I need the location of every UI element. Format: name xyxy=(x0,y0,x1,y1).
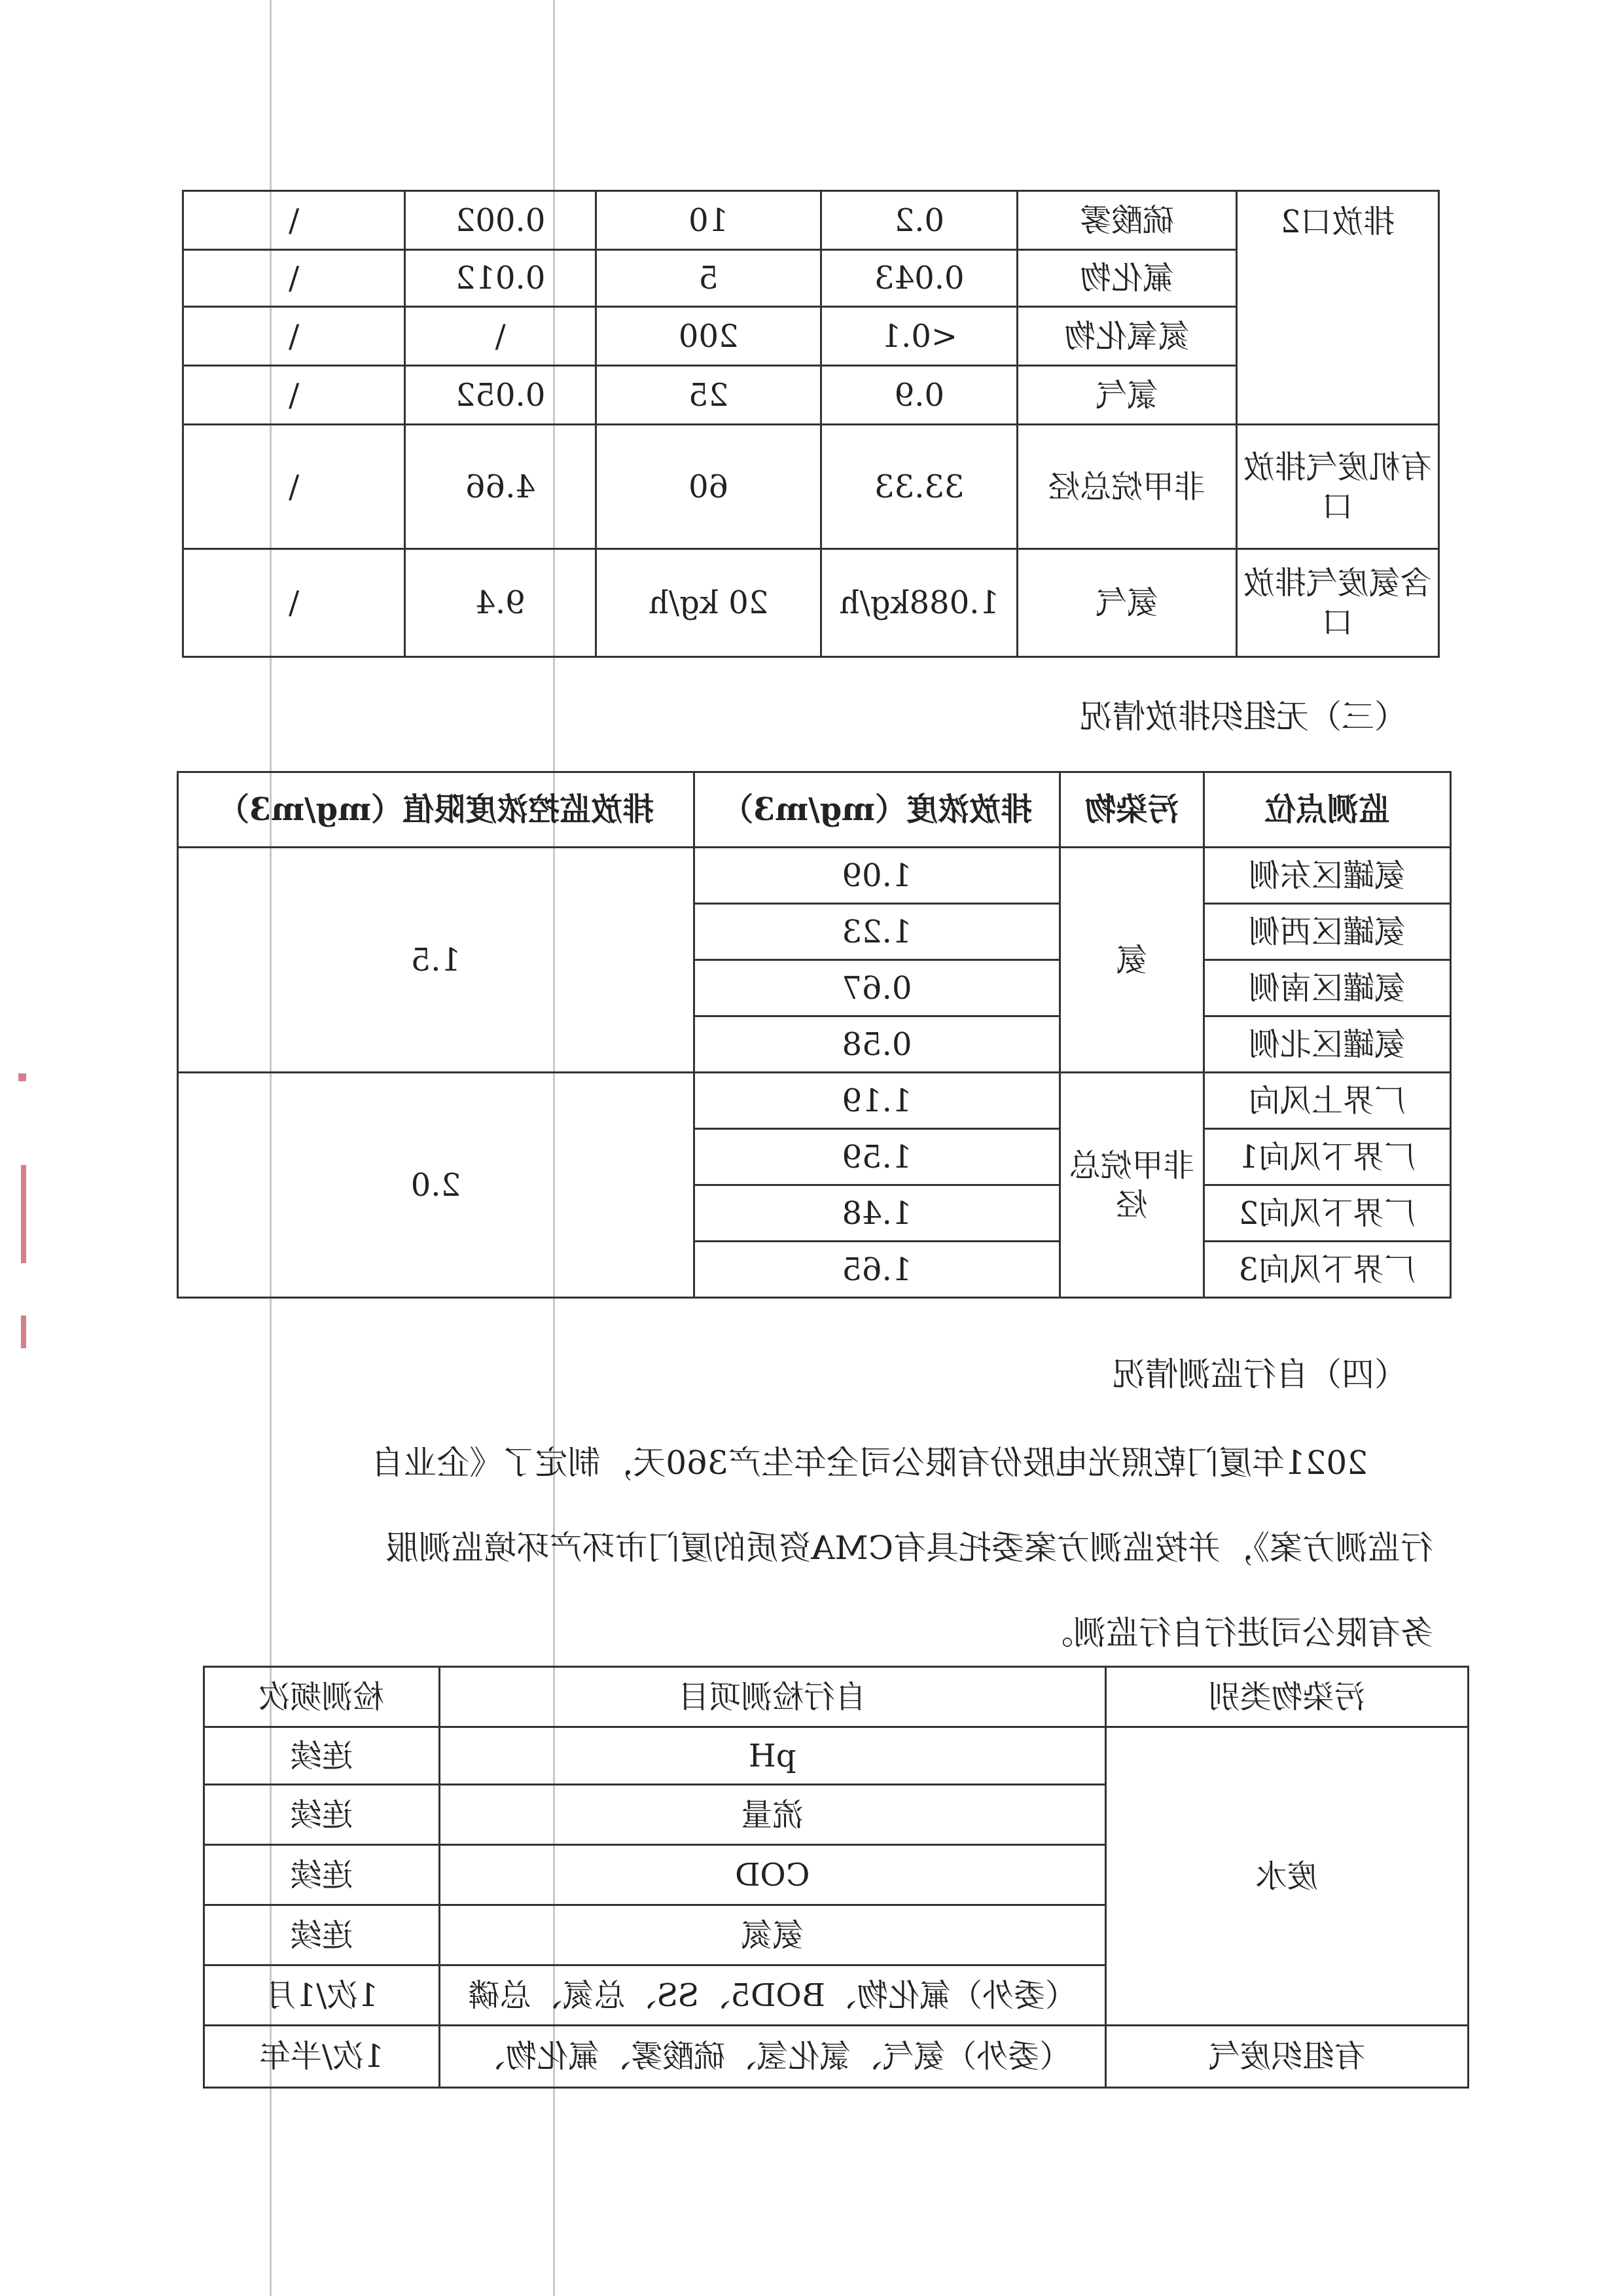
concentration-cell: 1.59 xyxy=(694,1129,1060,1185)
binding-stamp-mark xyxy=(18,1073,26,1081)
column-header: 排放监控浓度限值（mg/m3） xyxy=(178,772,694,848)
self-monitoring-table xyxy=(203,1666,1469,2089)
concentration-cell: 1.19 xyxy=(694,1073,1060,1129)
paragraph-line: 务有限公司进行自行监测。 xyxy=(1041,1614,1433,1652)
frequency-cell: 1次/1月 xyxy=(204,1965,440,2026)
monitoring-item-cell: （委外）氟化物、BOD5、SS、总氮、总磷 xyxy=(439,1965,1105,2026)
monitoring-item-cell: COD xyxy=(439,1845,1105,1905)
rate-limit-cell: \ xyxy=(183,191,405,250)
monitoring-point-cell: 氨罐区南侧 xyxy=(1204,960,1450,1016)
organized-emission-table xyxy=(182,190,1440,658)
limit-value-cell: 20 kg/h xyxy=(596,549,821,657)
rate-limit-cell: \ xyxy=(183,425,405,549)
limit-value-cell: 5 xyxy=(596,250,821,307)
rate-value-cell: 0.012 xyxy=(405,250,596,307)
frequency-cell: 1次/半年 xyxy=(204,2026,440,2088)
rate-value-cell: \ xyxy=(405,307,596,366)
pollutant-cell: 非甲烷总烃 xyxy=(1060,1073,1204,1298)
column-header: 污染物 xyxy=(1060,772,1204,848)
emission-point-cell: 有机废气排放口 xyxy=(1236,425,1438,549)
section-heading-self-monitoring: （四）自行监测情况 xyxy=(1113,1355,1407,1393)
monitoring-point-cell: 厂界下风向3 xyxy=(1204,1242,1450,1298)
monitoring-point-cell: 厂界下风向2 xyxy=(1204,1185,1450,1242)
measured-value-cell: 0.9 xyxy=(821,366,1018,425)
rate-limit-cell: \ xyxy=(183,307,405,366)
frequency-cell: 连续 xyxy=(204,1905,440,1965)
limit-value-cell: 200 xyxy=(596,307,821,366)
paragraph-line: 行监测方案》，并按监测方案委托具有CMA资质的厦门市环产环境监测服 xyxy=(385,1529,1433,1567)
emission-point-cell: 含氨废气排放口 xyxy=(1236,549,1438,657)
measured-value-cell: <0.1 xyxy=(821,307,1018,366)
concentration-cell: 1.65 xyxy=(694,1242,1060,1298)
column-header: 检测频次 xyxy=(204,1667,440,1727)
rate-limit-cell: \ xyxy=(183,366,405,425)
table-row xyxy=(183,191,1439,250)
frequency-cell: 连续 xyxy=(204,1845,440,1905)
concentration-cell: 0.58 xyxy=(694,1016,1060,1073)
rate-value-cell: 4.66 xyxy=(405,425,596,549)
pollutant-cell: 硫酸雾 xyxy=(1018,191,1236,250)
pollutant-cell: 氟化物 xyxy=(1018,250,1236,307)
concentration-cell: 1.48 xyxy=(694,1185,1060,1242)
measured-value-cell: 0.043 xyxy=(821,250,1018,307)
measured-value-cell: 1.088kg/h xyxy=(821,549,1018,657)
unorganized-emission-table xyxy=(177,771,1452,1299)
column-header: 污染物类别 xyxy=(1105,1667,1468,1727)
rate-value-cell: 0.002 xyxy=(405,191,596,250)
monitoring-item-cell: 流量 xyxy=(439,1785,1105,1845)
table-header-row xyxy=(178,772,1451,848)
concentration-cell: 1.09 xyxy=(694,848,1060,904)
column-header: 自行检测项目 xyxy=(439,1667,1105,1727)
monitoring-point-cell: 厂界上风向 xyxy=(1204,1073,1450,1129)
pollutant-category-cell: 废水 xyxy=(1105,1727,1468,2026)
binding-stamp-mark xyxy=(21,1165,26,1263)
section-heading-unorganized-emission: （三）无组织排放情况 xyxy=(1080,698,1407,736)
binding-stamp-mark xyxy=(21,1316,26,1348)
table-row xyxy=(204,2026,1469,2088)
frequency-cell: 连续 xyxy=(204,1785,440,1845)
table-row xyxy=(178,1073,1451,1129)
pollutant-cell: 氮氧化物 xyxy=(1018,307,1236,366)
limit-value-cell: 25 xyxy=(596,366,821,425)
paragraph-line: 2021年厦门乾照光电股份有限公司全年生产360天，制定了《企业自 xyxy=(371,1444,1368,1482)
table-row xyxy=(204,1727,1469,1785)
monitoring-point-cell: 厂界下风向1 xyxy=(1204,1129,1450,1185)
rate-value-cell: 0.052 xyxy=(405,366,596,425)
limit-cell: 2.0 xyxy=(178,1073,694,1298)
limit-value-cell: 60 xyxy=(596,425,821,549)
concentration-cell: 0.67 xyxy=(694,960,1060,1016)
pollutant-cell: 氨气 xyxy=(1018,549,1236,657)
frequency-cell: 连续 xyxy=(204,1727,440,1785)
emission-point-cell: 排放口2 xyxy=(1236,191,1438,425)
rate-limit-cell: \ xyxy=(183,250,405,307)
monitoring-point-cell: 氨罐区西侧 xyxy=(1204,904,1450,960)
table-row xyxy=(178,848,1451,904)
limit-value-cell: 10 xyxy=(596,191,821,250)
monitoring-item-cell: pH xyxy=(439,1727,1105,1785)
rate-limit-cell: \ xyxy=(183,549,405,657)
measured-value-cell: 0.2 xyxy=(821,191,1018,250)
column-header: 排放浓度（mg/m3） xyxy=(694,772,1060,848)
table-row xyxy=(183,549,1439,657)
rate-value-cell: 9.4 xyxy=(405,549,596,657)
table-row xyxy=(183,425,1439,549)
pollutant-cell: 氨 xyxy=(1060,848,1204,1073)
monitoring-point-cell: 氨罐区北侧 xyxy=(1204,1016,1450,1073)
monitoring-point-cell: 氨罐区东侧 xyxy=(1204,848,1450,904)
limit-cell: 1.5 xyxy=(178,848,694,1073)
concentration-cell: 1.23 xyxy=(694,904,1060,960)
monitoring-item-cell: 氨氮 xyxy=(439,1905,1105,1965)
measured-value-cell: 33.33 xyxy=(821,425,1018,549)
pollutant-category-cell: 有组织废气 xyxy=(1105,2026,1468,2088)
pollutant-cell: 氯气 xyxy=(1018,366,1236,425)
column-header: 监测点位 xyxy=(1204,772,1450,848)
monitoring-item-cell: （委外）氨气、氯化氢、硫酸雾、氟化物、 xyxy=(439,2026,1105,2088)
table-header-row xyxy=(204,1667,1469,1727)
pollutant-cell: 非甲烷总烃 xyxy=(1018,425,1236,549)
